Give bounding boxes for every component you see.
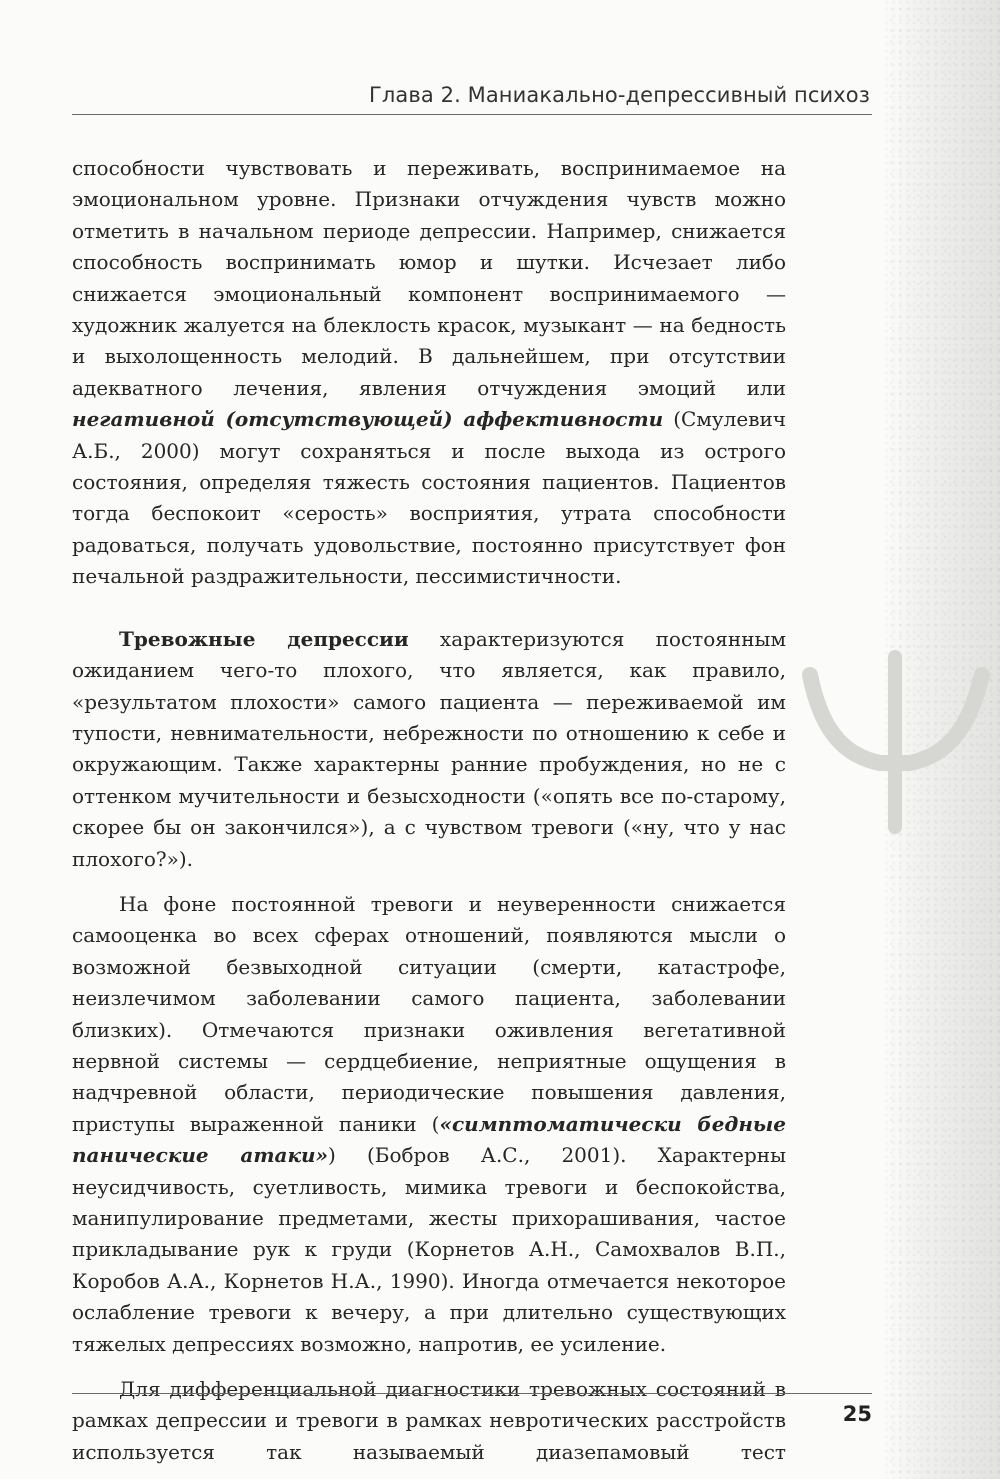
paragraph-3-text-a: На фоне постоянной тревоги и неуверенности снижается самооценка во всех сферах отношений, появляются мысли о возможной безвыходной ситуации (смерти, катастрофе, неизлечимом заболевании самого пациента, заболевании близких). Отмечаются признаки оживления вегетативной нервной системы — сердцебиение, неприятные ощущения в надчревной области, периодические повышения давления, приступы выраженной паники (	[72, 891, 786, 1136]
paragraph-3-text-b: ) (Бобров А.С., 2001). Характерны неусидчивость, суетливость, мимика тревоги и беспокойства, манипулирование предметами, жесты прихорашивания, частое прикладывание рук к груди (Корнетов А.Н., Самохвалов В.П., Коробов А.А., Корнетов Н.А., 1990). Иногда отмечается некоторое ослабление тревоги к вечеру, а при длительно существующих тяжелых депрессиях возможно, напротив, ее усиление.	[72, 1143, 786, 1356]
body-text	[72, 153, 786, 1468]
running-header	[72, 80, 872, 115]
paragraph-4-text: Для дифференциальной диагностики тревожных состояний в рамках депрессии и тревоги в рамках невротических расстройств используется так называемый диазепамовый тест	[72, 1377, 786, 1464]
term-panic-attacks: «симптоматически бедные панические атаки»	[72, 1111, 786, 1168]
footer-rule	[72, 1393, 872, 1394]
chapter-title: Глава 2. Маниакально-депрессивный психоз	[368, 83, 870, 107]
paragraph-1-text-a: способности чувствовать и переживать, воспринимаемое на эмоциональном уровне. Признаки отчуждения чувств можно отметить в начальном периоде депрессии. Например, снижается способность воспринимать юмор и шутки. Исчезает либо снижается эмоциональный компонент воспринимаемого — художник жалуется на блеклость красок, музыкант — на бедность и выхолощенность мелодий. В дальнейшем, при отсутствии адекватного лечения, явления отчуждения эмоций или	[72, 156, 786, 400]
paragraph-4	[72, 1374, 786, 1468]
paragraph-3	[72, 889, 786, 1360]
page-number: 25	[842, 1402, 872, 1426]
psi-symbol-watermark	[800, 645, 990, 835]
paragraph-2	[72, 624, 786, 875]
paragraph-1	[72, 153, 786, 593]
paragraph-2-text: характеризуются постоянным ожиданием чего-то плохого, что является, как правило, «результатом плохости» самого пациента — переживаемой им тупости, невнимательности, небрежности по отношению к себе и окружающим. Также характерны ранние пробуждения, но не с оттенком мучительности и безысходности («опять все по-старому, скорее бы он закончился»), а с чувством тревоги («ну, что у нас плохого?»).	[72, 626, 787, 871]
term-negative-affectivity: негативной (отсутствующей) аффективности	[72, 407, 664, 432]
term-anxious-depressions: Тревожные депрессии	[119, 626, 409, 651]
paragraph-1-text-b: (Смулевич А.Б., 2000) могут сохраняться и после выхода из острого состояния, определяя тяжесть состояния пациентов. Пациентов тогда беспокоит «серость» восприятия, утрата способности радоваться, получать удовольствие, постоянно присутствует фон печальной раздражительности, пессимистичности.	[72, 407, 787, 589]
